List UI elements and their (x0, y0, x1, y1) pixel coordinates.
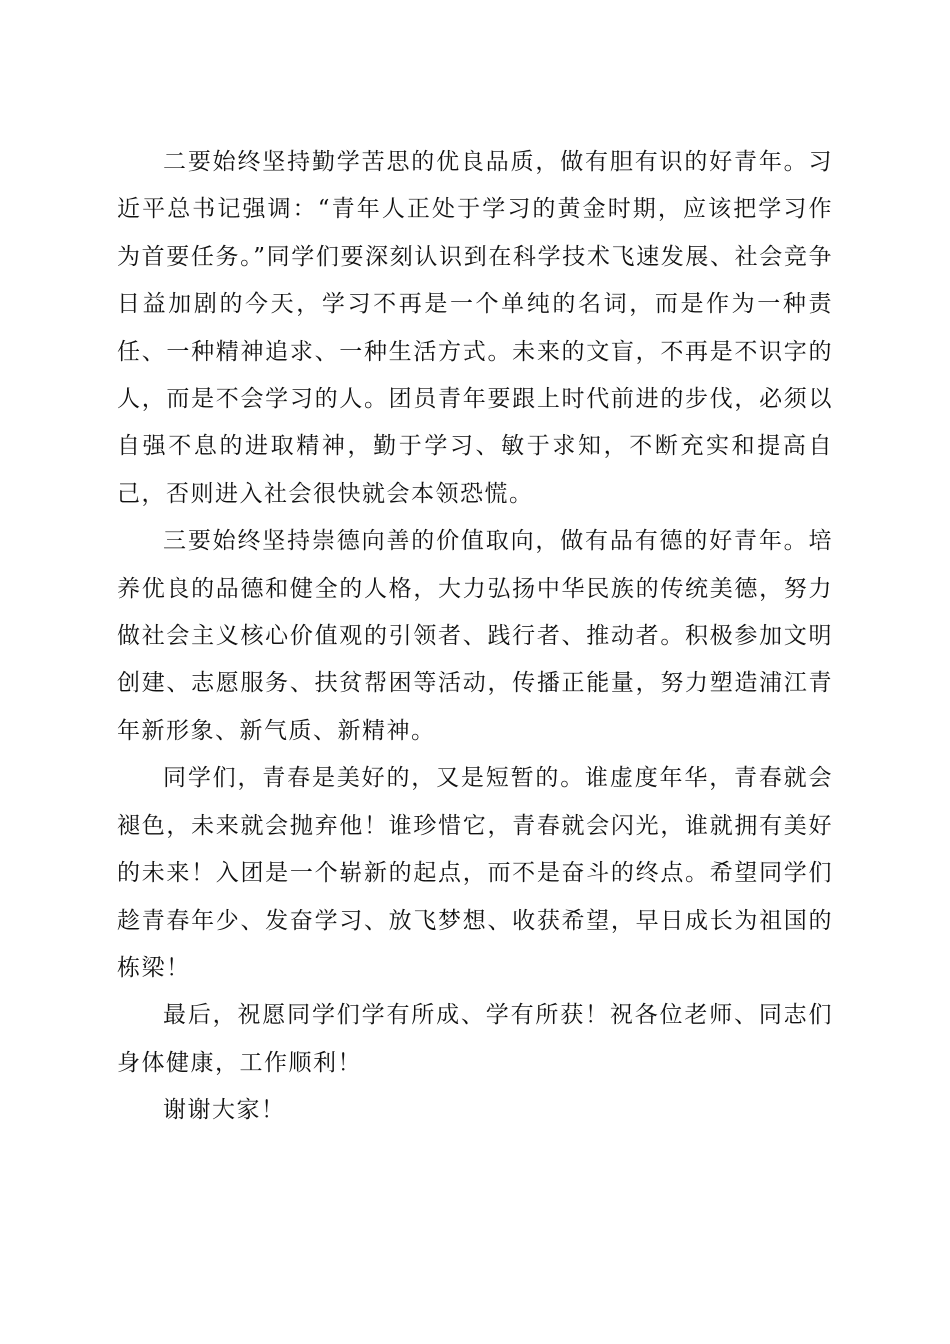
paragraph-virtue: 三要始终坚持崇德向善的价值取向，做有品有德的好青年。培养优良的品德和健全的人格，大力弘扬中华民族的传统美德，努力做社会主义核心价值观的引领者、践行者、推动者。积极参加文明创建、志愿服务、扶贫帮困等活动，传播正能量，努力塑造浦江青年新形象、新气质、新精神。 (117, 528, 833, 744)
paragraph-study: 二要始终坚持勤学苦思的优良品质，做有胆有识的好青年。习近平总书记强调：“青年人正处于学习的黄金时期，应该把学习作为首要任务。”同学们要深刻认识到在科学技术飞速发展、社会竞争日益加剧的今天，学习不再是一个单纯的名词，而是作为一种责任、一种精神追求、一种生活方式。未来的文盲，不再是不识字的人，而是不会学习的人。团员青年要跟上时代前进的步伐，必须以自强不息的进取精神，勤于学习、敏于求知，不断充实和提高自己，否则进入社会很快就会本领恐慌。 (117, 149, 833, 507)
paragraph-thanks: 谢谢大家！ (163, 1097, 286, 1124)
document-body (117, 139, 833, 1135)
paragraph-wishes: 最后，祝愿同学们学有所成、学有所获！祝各位老师、同志们身体健康，工作顺利！ (117, 1002, 833, 1076)
paragraph-youth: 同学们，青春是美好的，又是短暂的。谁虚度年华，青春就会褪色，未来就会抛弃他！谁珍惜它，青春就会闪光，谁就拥有美好的未来！入团是一个崭新的起点，而不是奋斗的终点。希望同学们趁青春年少、发奋学习、放飞梦想、收获希望，早日成长为祖国的栋梁！ (117, 765, 833, 981)
